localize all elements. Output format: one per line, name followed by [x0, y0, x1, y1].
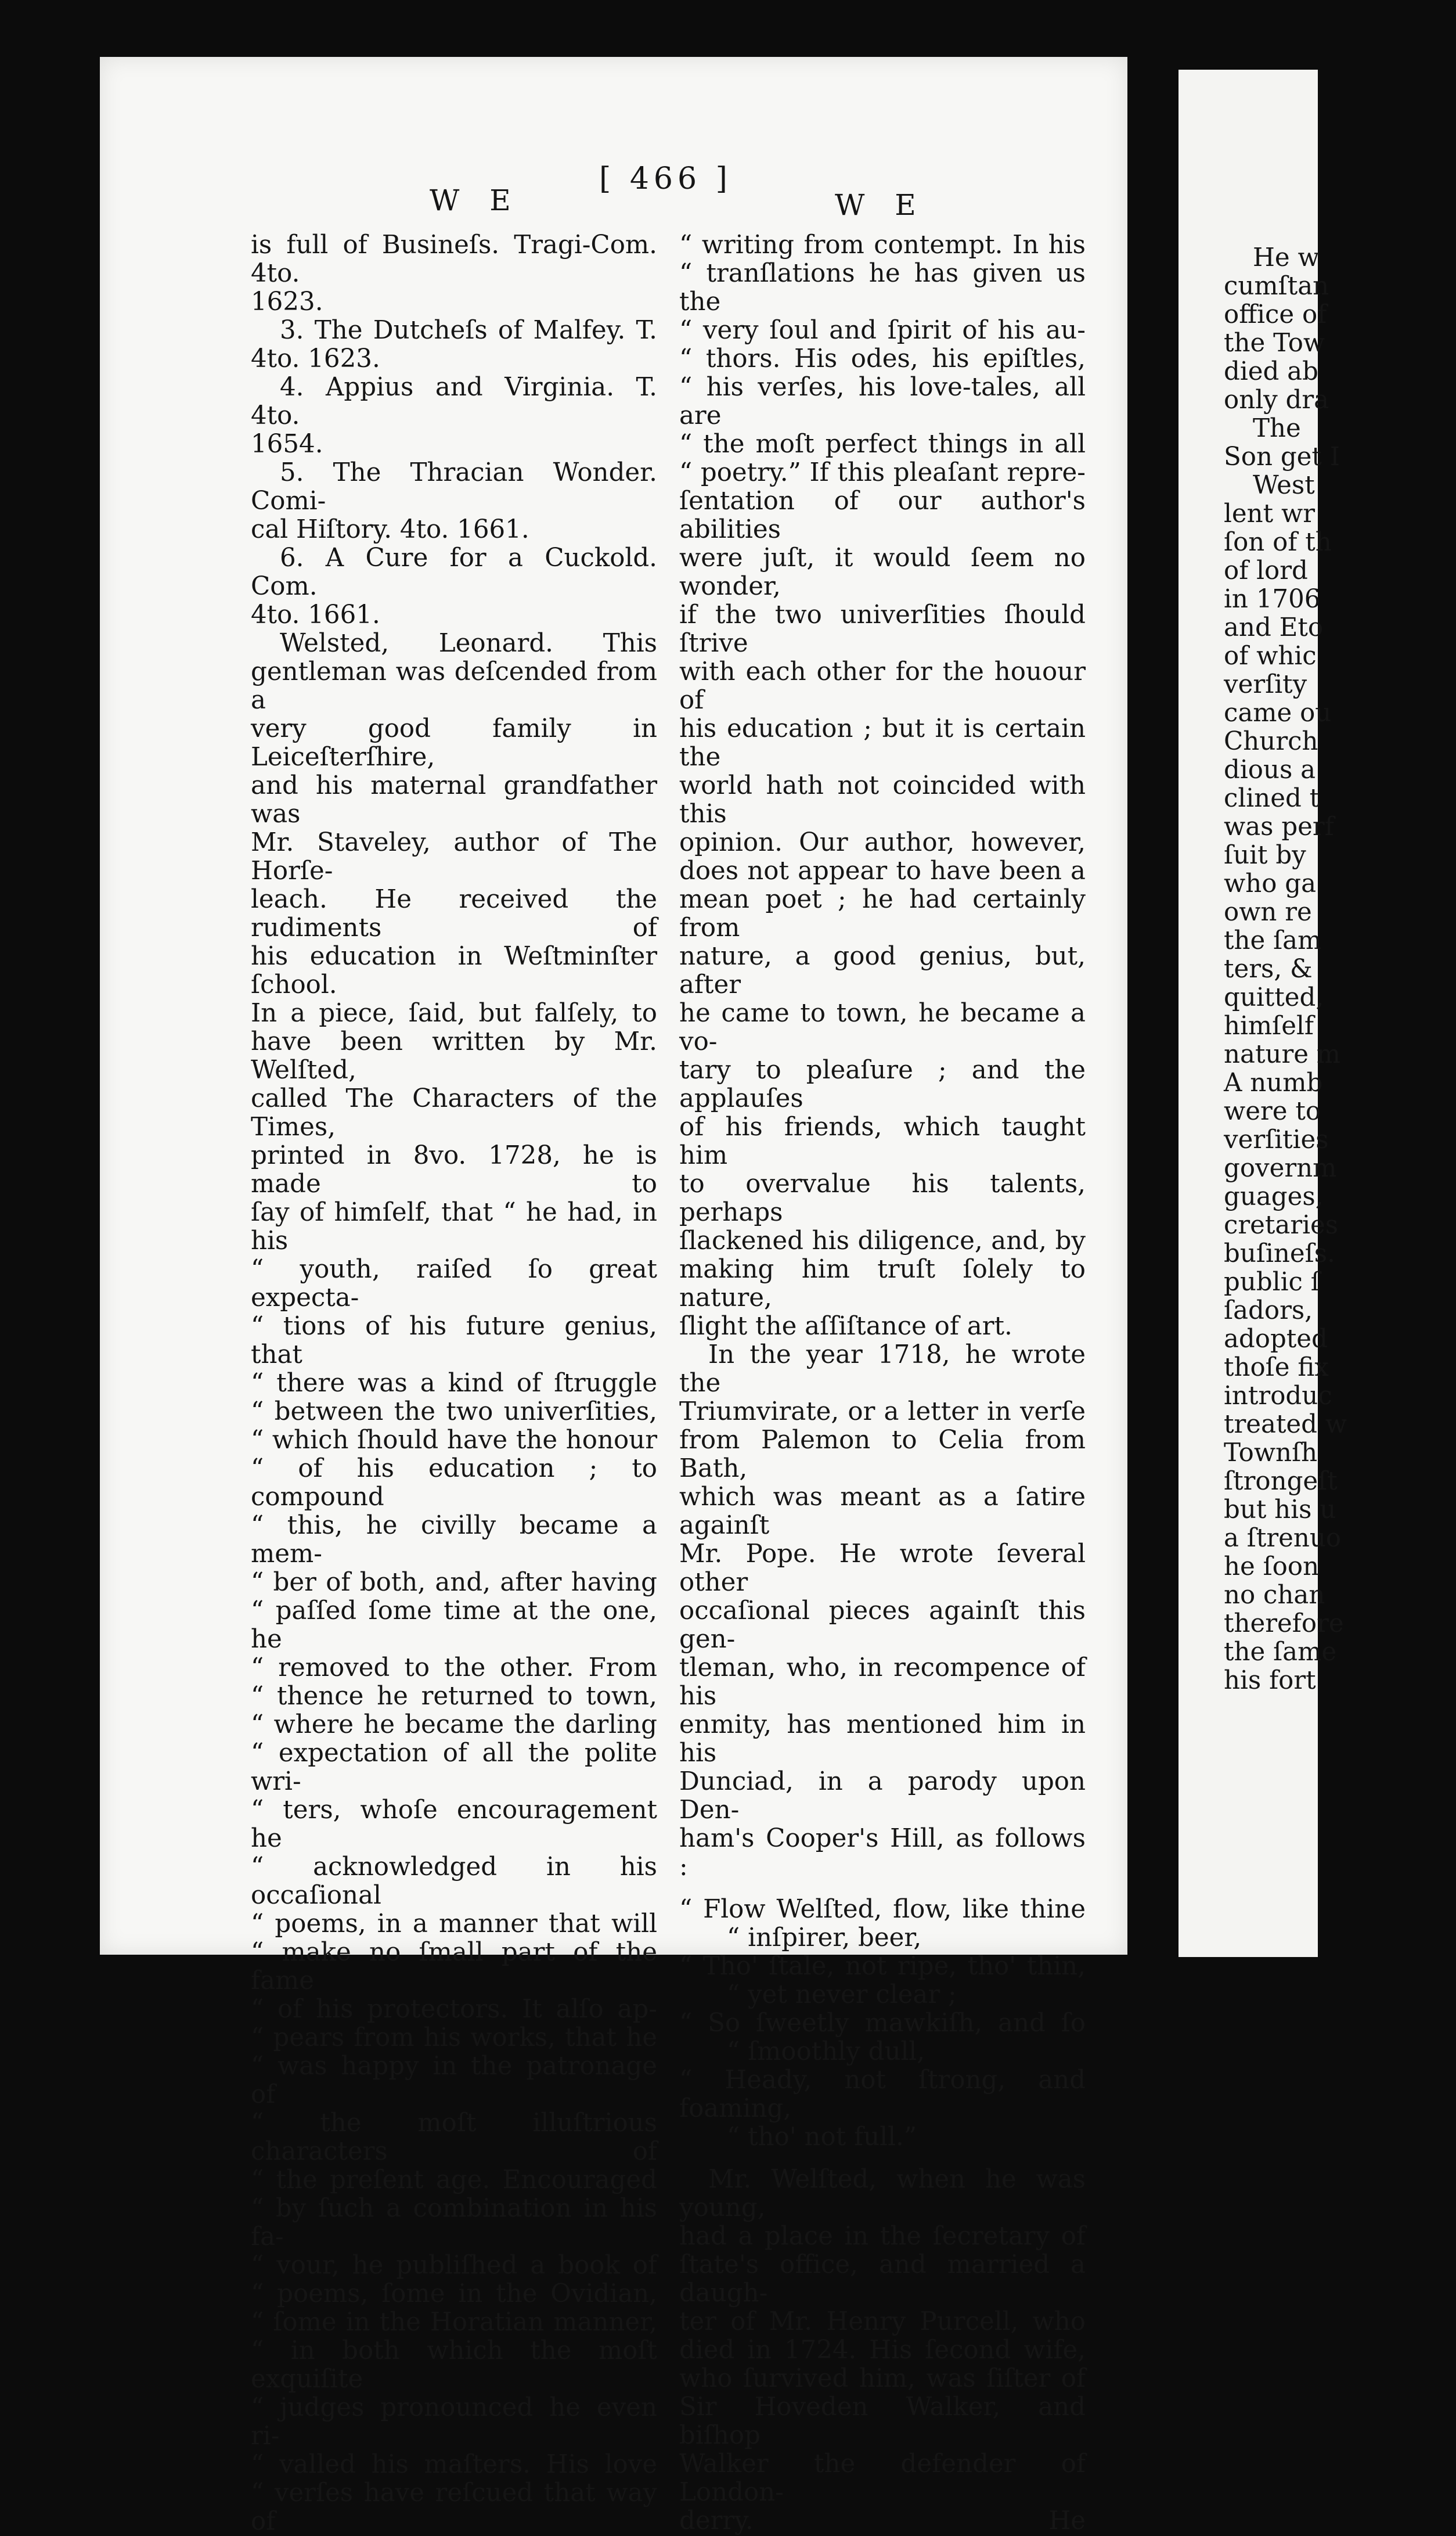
- facing-line: of lord: [1224, 556, 1308, 585]
- text-line: were juſt, it would ſeem no wonder,: [679, 544, 1086, 601]
- facing-line: cumſtan: [1224, 272, 1329, 301]
- facing-line: dious a: [1224, 756, 1316, 785]
- text-line: ter of Mr. Henry Purcell, who: [679, 2307, 1086, 2336]
- text-line: enmity, has mentioned him in his: [679, 1710, 1086, 1768]
- text-line: “ expectation of all the polite wri-: [251, 1739, 657, 1796]
- facing-line: A numb: [1224, 1069, 1323, 1098]
- text-line: “ in both which the moſt exquiſite: [251, 2336, 657, 2394]
- text-line: occaſional pieces againſt this gen-: [679, 1596, 1086, 1654]
- facing-line: the Tow: [1224, 329, 1325, 358]
- text-line: ſlight the aſſiſtance of art.: [679, 1312, 1012, 1341]
- facing-line: Son get I: [1224, 443, 1340, 472]
- facing-line: ters, &: [1224, 955, 1313, 984]
- text-line: “ poetry.” If this pleaſant repre-: [679, 458, 1086, 487]
- right-column: [679, 231, 1086, 2535]
- text-line: “ make no ſmall part of the fame: [251, 1938, 657, 1995]
- poem-line: “ Heady, not ſtrong, and foaming,: [679, 2066, 1086, 2123]
- text-line: ſentation of our author's abilities: [679, 487, 1086, 544]
- text-line: Mr. Welſted, when he was young,: [679, 2165, 1086, 2222]
- text-line: “ the preſent age. Encouraged: [251, 2166, 657, 2195]
- text-line: he came to town, he became a vo-: [679, 999, 1086, 1056]
- text-line: “ by ſuch a combination in his fa-: [251, 2194, 657, 2251]
- text-line: ſtate's office, and married a daugh-: [679, 2250, 1086, 2308]
- text-line: nature, a good genius, but, after: [679, 942, 1086, 999]
- facing-line: who ga: [1224, 869, 1317, 898]
- facing-page: [1179, 70, 1347, 1957]
- facing-line: public ſ: [1224, 1268, 1320, 1297]
- text-line: “ verſes have reſcued that way of: [251, 2479, 657, 2536]
- text-line: “ there was a kind of ſtruggle: [251, 1369, 657, 1398]
- facing-line: no chan: [1224, 1581, 1325, 1610]
- text-line: “ tions of his future genius, that: [251, 1312, 657, 1369]
- facing-line: West: [1253, 471, 1315, 500]
- text-line: his education ; but it is certain the: [679, 714, 1086, 772]
- text-line: Mr. Staveley, author of The Horſe-: [251, 828, 657, 886]
- text-line: “ the moſt perfect things in all: [679, 430, 1086, 459]
- facing-line: ſuit by: [1224, 841, 1306, 870]
- facing-line: verſity: [1224, 670, 1307, 699]
- text-line: “ thence he returned to town,: [251, 1682, 657, 1711]
- text-line: “ very ſoul and ſpirit of his au-: [679, 316, 1086, 345]
- text-line: “ where he became the darling: [251, 1710, 657, 1739]
- text-line: “ the moſt illuſtrious characters of: [251, 2109, 657, 2166]
- poem-line: “ So ſweetly mawkiſh, and ſo: [679, 2009, 1086, 2038]
- text-line: and his maternal grandfather was: [251, 771, 657, 829]
- facing-line: only dra: [1224, 386, 1329, 415]
- facing-line: ſtrongeſt: [1224, 1467, 1338, 1496]
- facing-line: introduc: [1224, 1382, 1332, 1411]
- left-column: [251, 231, 657, 2536]
- text-line: to overvalue his talents, perhaps: [679, 1170, 1086, 1227]
- text-line: “ his verſes, his love-tales, all are: [679, 373, 1086, 430]
- text-line: cal Hiſtory. 4to. 1661.: [251, 515, 529, 544]
- text-line: does not appear to have been a: [679, 857, 1086, 886]
- facing-line: ſadors,: [1224, 1296, 1313, 1325]
- page-number: [ 466 ]: [599, 161, 732, 196]
- text-line: “ vour, he publiſhed a book of: [251, 2251, 657, 2280]
- text-line: “ ber of both, and, after having: [251, 1568, 657, 1597]
- poem-line: “ Flow Welſted, flow, like thine: [679, 1895, 1086, 1924]
- text-line: printed in 8vo. 1728, he is made to: [251, 1141, 657, 1199]
- text-line: “ writing from contempt. In his: [679, 231, 1086, 260]
- text-line: making him truſt ſolely to nature,: [679, 1255, 1086, 1312]
- poem-line: “ yet never clear ;: [727, 1980, 957, 2009]
- text-line: In the year 1718, he wrote the: [679, 1340, 1086, 1398]
- text-line: “ paſſed ſome time at the one, he: [251, 1596, 657, 1654]
- left-running-head: W E: [430, 184, 521, 217]
- text-line: 6. A Cure for a Cuckold. Com.: [251, 544, 657, 601]
- facing-line: governm: [1224, 1154, 1337, 1183]
- text-line: Mr. Pope. He wrote ſeveral other: [679, 1539, 1086, 1597]
- text-line: which was meant as a ſatire againſt: [679, 1483, 1086, 1540]
- text-line: “ tranſlations he has given us the: [679, 259, 1086, 316]
- poem-quotation: [679, 1895, 1086, 2152]
- facing-line: The: [1253, 414, 1301, 443]
- text-line: ſay of himſelf, that “ he had, in his: [251, 1198, 657, 1256]
- facing-line: thoſe fix: [1224, 1353, 1329, 1382]
- facing-line: himſelf: [1224, 1012, 1314, 1041]
- text-line: if the two univerſities ſhould ſtrive: [679, 600, 1086, 658]
- facing-line: came ou: [1224, 699, 1332, 728]
- facing-line: a ſtrenuo: [1224, 1524, 1342, 1553]
- facing-line: nature m: [1224, 1040, 1341, 1069]
- text-line: have been written by Mr. Welſted,: [251, 1027, 657, 1085]
- text-line: In a piece, ſaid, but falſely, to: [251, 999, 657, 1028]
- text-line: Dunciad, in a parody upon Den-: [679, 1767, 1086, 1825]
- text-line: Welsted, Leonard. This: [280, 629, 657, 658]
- text-line: is full of Busineſs. Tragi-Com. 4to.: [251, 231, 657, 288]
- text-line: with each other for the houour of: [679, 657, 1086, 715]
- text-line: leach. He received the rudiments of: [251, 885, 657, 943]
- text-line: “ removed to the other. From: [251, 1653, 657, 1682]
- text-line: of his friends, which taught him: [679, 1113, 1086, 1170]
- facing-line: therefore: [1224, 1609, 1344, 1638]
- text-line: who ſurvived him, was ſiſter of: [679, 2364, 1086, 2393]
- text-line: his education in Weſtminſter ſchool.: [251, 942, 657, 999]
- facing-line: his fort: [1224, 1666, 1316, 1695]
- text-line: gentleman was deſcended from a: [251, 657, 657, 715]
- text-line: “ this, he civilly became a mem-: [251, 1511, 657, 1569]
- text-line: tleman, who, in recompence of his: [679, 1653, 1086, 1711]
- text-line: “ poems, in a manner that will: [251, 1909, 657, 1938]
- facing-line: quitted,: [1224, 983, 1324, 1012]
- facing-line: in 1706: [1224, 585, 1321, 614]
- text-line: “ ters, whoſe encouragement he: [251, 1796, 657, 1853]
- book-page: [100, 57, 1127, 2536]
- facing-line: died ab: [1224, 357, 1318, 386]
- right-running-head: W E: [835, 188, 927, 222]
- facing-line: but his u: [1224, 1495, 1336, 1524]
- facing-line: lent wr: [1224, 499, 1316, 528]
- text-line: 4to. 1623.: [251, 344, 380, 373]
- facing-line: adopted: [1224, 1325, 1328, 1354]
- text-line: 4to. 1661.: [251, 600, 380, 629]
- facing-line: office of: [1224, 300, 1327, 329]
- text-line: 1654.: [251, 430, 323, 459]
- text-line: world hath not coincided with this: [679, 771, 1086, 829]
- facing-line: verſities: [1224, 1125, 1329, 1154]
- text-line: opinion. Our author, however,: [679, 828, 1086, 857]
- poem-line: “ inſpirer, beer,: [727, 1923, 922, 1952]
- text-line: 5. The Thracian Wonder. Comi-: [251, 458, 657, 516]
- text-line: died in 1724. His ſecond wife,: [679, 2336, 1086, 2365]
- poem-line: “ Tho' ſtale, not ripe, tho' thin,: [679, 1952, 1086, 1981]
- text-line: 1623.: [251, 287, 323, 316]
- text-line: 4. Appius and Virginia. T. 4to.: [251, 373, 657, 430]
- text-line: “ was happy in the patronage of: [251, 2052, 657, 2109]
- text-line: called The Characters of the Times,: [251, 1084, 657, 1142]
- facing-line: buſineſs.: [1224, 1239, 1335, 1268]
- text-line: “ of his education ; to compound: [251, 1454, 657, 1512]
- text-line: derry.: [679, 2506, 754, 2535]
- facing-line: the ſame: [1224, 1638, 1337, 1667]
- facing-line: the ſam: [1224, 926, 1322, 955]
- poem-line: “ tho' not full.”: [727, 2123, 917, 2152]
- facing-line: He w: [1253, 243, 1320, 272]
- text-line: mean poet ; he had certainly from: [679, 885, 1086, 943]
- facing-line: treated w: [1224, 1410, 1347, 1439]
- facing-page-text: [1224, 244, 1456, 1695]
- text-line: “ of his protectors. It alſo ap-: [251, 1995, 657, 2024]
- text-line: very good family in Leiceſterſhire,: [251, 714, 657, 772]
- facing-line: guages,: [1224, 1182, 1324, 1211]
- facing-line: Townſh: [1224, 1438, 1318, 1467]
- text-line: “ judges pronounced he even ri-: [251, 2393, 657, 2451]
- text-line: He: [1048, 2506, 1086, 2535]
- text-line: “ pears from his works, that he: [251, 2023, 657, 2052]
- text-line: “ poems, ſome in the Ovidian,: [251, 2279, 657, 2308]
- text-line: “ which ſhould have the honour: [251, 1426, 657, 1455]
- text-line: tary to pleaſure ; and the applauſes: [679, 1056, 1086, 1113]
- text-line: 3. The Dutcheſs of Malfey. T.: [280, 316, 657, 345]
- text-line: Triumvirate, or a letter in verſe: [679, 1397, 1086, 1426]
- poem-line: “ ſmoothly dull,: [727, 2037, 925, 2066]
- text-line: “ ſome in the Horatian manner,: [251, 2308, 657, 2337]
- facing-line: cretaries: [1224, 1211, 1339, 1240]
- text-line: from Palemon to Celia from Bath,: [679, 1426, 1086, 1483]
- text-line: “ thors. His odes, his epiſtles,: [679, 344, 1086, 373]
- text-line: Sir Hoveden Walker, and biſhop: [679, 2393, 1086, 2450]
- facing-line: Church: [1224, 727, 1318, 756]
- facing-line: of whic: [1224, 642, 1317, 671]
- text-line: “ youth, raiſed ſo great expecta-: [251, 1255, 657, 1312]
- facing-line: own re: [1224, 898, 1312, 927]
- facing-line: and Eto: [1224, 613, 1324, 642]
- facing-line: ſon of th: [1224, 528, 1332, 557]
- text-line: ſlackened his diligence, and, by: [679, 1226, 1086, 1256]
- text-line: “ acknowledged in his occaſional: [251, 1852, 657, 1910]
- text-line: ham's Cooper's Hill, as follows :: [679, 1824, 1086, 1882]
- facing-line: he ſoon: [1224, 1552, 1320, 1581]
- text-line: had a place in the ſecretary of: [679, 2222, 1086, 2251]
- facing-line: were to: [1224, 1097, 1321, 1126]
- facing-line: was perf: [1224, 812, 1334, 841]
- text-line: Walker the defender of London-: [679, 2449, 1086, 2507]
- facing-line: clined t: [1224, 784, 1320, 813]
- text-line: “ between the two univerſities,: [251, 1397, 657, 1426]
- text-line: “ valled his maſters. His love: [251, 2450, 657, 2479]
